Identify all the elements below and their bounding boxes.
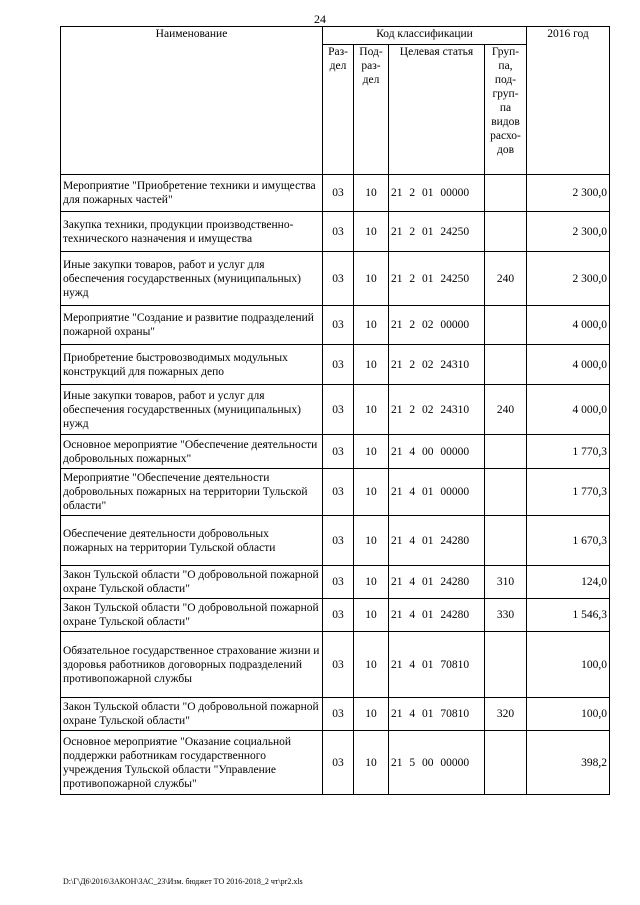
- row-group: [485, 632, 527, 698]
- table-row: [61, 632, 610, 698]
- header-group: Груп- па, под- груп- па видов расхо- дов: [485, 45, 527, 175]
- row-name: Мероприятие "Обеспечение деятельности добровольных пожарных на территории Тульской области": [61, 469, 323, 516]
- row-group: [485, 345, 527, 385]
- table-row: [61, 385, 610, 435]
- row-target: 21 2 02 24310: [389, 345, 485, 385]
- row-value: 4 000,0: [527, 385, 610, 435]
- row-section: 03: [323, 252, 354, 306]
- row-value: 100,0: [527, 632, 610, 698]
- file-path-footer: D:\Г\Д6\2016\ЗАКОН\ЗАС_23\Изм. бюджет ТО 2016-2018_2 чт\рr2.xls: [63, 877, 303, 886]
- row-name: Мероприятие "Приобретение техники и имущества для пожарных частей": [61, 175, 323, 212]
- row-group: [485, 212, 527, 252]
- row-section: 03: [323, 566, 354, 599]
- table-row: [61, 435, 610, 469]
- row-section: 03: [323, 306, 354, 345]
- row-target: 21 4 01 70810: [389, 632, 485, 698]
- row-target: 21 4 01 24280: [389, 516, 485, 566]
- row-section: 03: [323, 731, 354, 795]
- row-value: 2 300,0: [527, 175, 610, 212]
- row-subsection: 10: [354, 306, 389, 345]
- table-body: [61, 175, 610, 795]
- row-subsection: 10: [354, 212, 389, 252]
- row-subsection: 10: [354, 566, 389, 599]
- row-name: Приобретение быстровозводимых модульных конструкций для пожарных депо: [61, 345, 323, 385]
- budget-table: [60, 26, 610, 795]
- table-row: [61, 566, 610, 599]
- row-group: [485, 516, 527, 566]
- table-row: [61, 252, 610, 306]
- row-value: 4 000,0: [527, 345, 610, 385]
- header-target: Целевая статья: [389, 45, 485, 175]
- row-name: Закон Тульской области "О добровольной пожарной охране Тульской области": [61, 698, 323, 731]
- table-row: [61, 212, 610, 252]
- row-group: [485, 435, 527, 469]
- row-name: Основное мероприятие "Оказание социальной поддержки работникам государственного учреждения Тульской области "Управление противопожарной службы": [61, 731, 323, 795]
- table-row: [61, 516, 610, 566]
- row-section: 03: [323, 599, 354, 632]
- table-row: [61, 306, 610, 345]
- row-section: 03: [323, 175, 354, 212]
- row-value: 4 000,0: [527, 306, 610, 345]
- row-subsection: 10: [354, 731, 389, 795]
- header-year: 2016 год: [527, 27, 610, 175]
- row-target: 21 2 01 24250: [389, 212, 485, 252]
- row-section: 03: [323, 345, 354, 385]
- row-value: 1 770,3: [527, 469, 610, 516]
- row-subsection: 10: [354, 385, 389, 435]
- row-group: 310: [485, 566, 527, 599]
- row-section: 03: [323, 212, 354, 252]
- table-header: [61, 27, 610, 175]
- row-value: 398,2: [527, 731, 610, 795]
- header-name: Наименование: [61, 27, 323, 175]
- row-target: 21 2 02 00000: [389, 306, 485, 345]
- row-target: 21 2 01 00000: [389, 175, 485, 212]
- row-section: 03: [323, 698, 354, 731]
- row-value: 1 546,3: [527, 599, 610, 632]
- row-value: 2 300,0: [527, 212, 610, 252]
- row-section: 03: [323, 385, 354, 435]
- row-target: 21 5 00 00000: [389, 731, 485, 795]
- row-target: 21 4 01 70810: [389, 698, 485, 731]
- row-subsection: 10: [354, 252, 389, 306]
- row-target: 21 4 01 24280: [389, 566, 485, 599]
- row-name: Мероприятие "Создание и развитие подразделений пожарной охраны": [61, 306, 323, 345]
- header-section: Раз- дел: [323, 45, 354, 175]
- row-name: Обеспечение деятельности добровольных пожарных на территории Тульской области: [61, 516, 323, 566]
- row-name: Закон Тульской области "О добровольной пожарной охране Тульской области": [61, 599, 323, 632]
- row-target: 21 4 01 24280: [389, 599, 485, 632]
- row-section: 03: [323, 435, 354, 469]
- row-value: 2 300,0: [527, 252, 610, 306]
- table-row: [61, 731, 610, 795]
- row-subsection: 10: [354, 516, 389, 566]
- header-subsection: Под- раз- дел: [354, 45, 389, 175]
- row-group: 240: [485, 385, 527, 435]
- row-subsection: 10: [354, 435, 389, 469]
- row-name: Иные закупки товаров, работ и услуг для обеспечения государственных (муниципальных) нужд: [61, 385, 323, 435]
- row-group: 240: [485, 252, 527, 306]
- row-section: 03: [323, 469, 354, 516]
- row-target: 21 2 02 24310: [389, 385, 485, 435]
- row-value: 124,0: [527, 566, 610, 599]
- page-number: 24: [314, 12, 326, 26]
- table-row: [61, 345, 610, 385]
- row-section: 03: [323, 516, 354, 566]
- table-row: [61, 698, 610, 731]
- row-name: Закупка техники, продукции производственно-технического назначения и имущества: [61, 212, 323, 252]
- row-group: [485, 306, 527, 345]
- row-name: Иные закупки товаров, работ и услуг для обеспечения государственных (муниципальных) нужд: [61, 252, 323, 306]
- row-group: 320: [485, 698, 527, 731]
- row-value: 100,0: [527, 698, 610, 731]
- header-classification: Код классификации: [323, 27, 527, 45]
- row-subsection: 10: [354, 175, 389, 212]
- table-row: [61, 469, 610, 516]
- row-target: 21 4 00 00000: [389, 435, 485, 469]
- row-name: Закон Тульской области "О добровольной пожарной охране Тульской области": [61, 566, 323, 599]
- row-subsection: 10: [354, 599, 389, 632]
- row-group: [485, 731, 527, 795]
- row-subsection: 10: [354, 469, 389, 516]
- row-value: 1 770,3: [527, 435, 610, 469]
- row-subsection: 10: [354, 345, 389, 385]
- row-name: Основное мероприятие "Обеспечение деятельности добровольных пожарных": [61, 435, 323, 469]
- row-group: [485, 469, 527, 516]
- row-name: Обязательное государственное страхование жизни и здоровья работников договорных подразделений противопожарной службы: [61, 632, 323, 698]
- row-group: [485, 175, 527, 212]
- row-section: 03: [323, 632, 354, 698]
- row-subsection: 10: [354, 698, 389, 731]
- table-row: [61, 175, 610, 212]
- row-subsection: 10: [354, 632, 389, 698]
- row-target: 21 2 01 24250: [389, 252, 485, 306]
- row-group: 330: [485, 599, 527, 632]
- row-target: 21 4 01 00000: [389, 469, 485, 516]
- row-value: 1 670,3: [527, 516, 610, 566]
- table-row: [61, 599, 610, 632]
